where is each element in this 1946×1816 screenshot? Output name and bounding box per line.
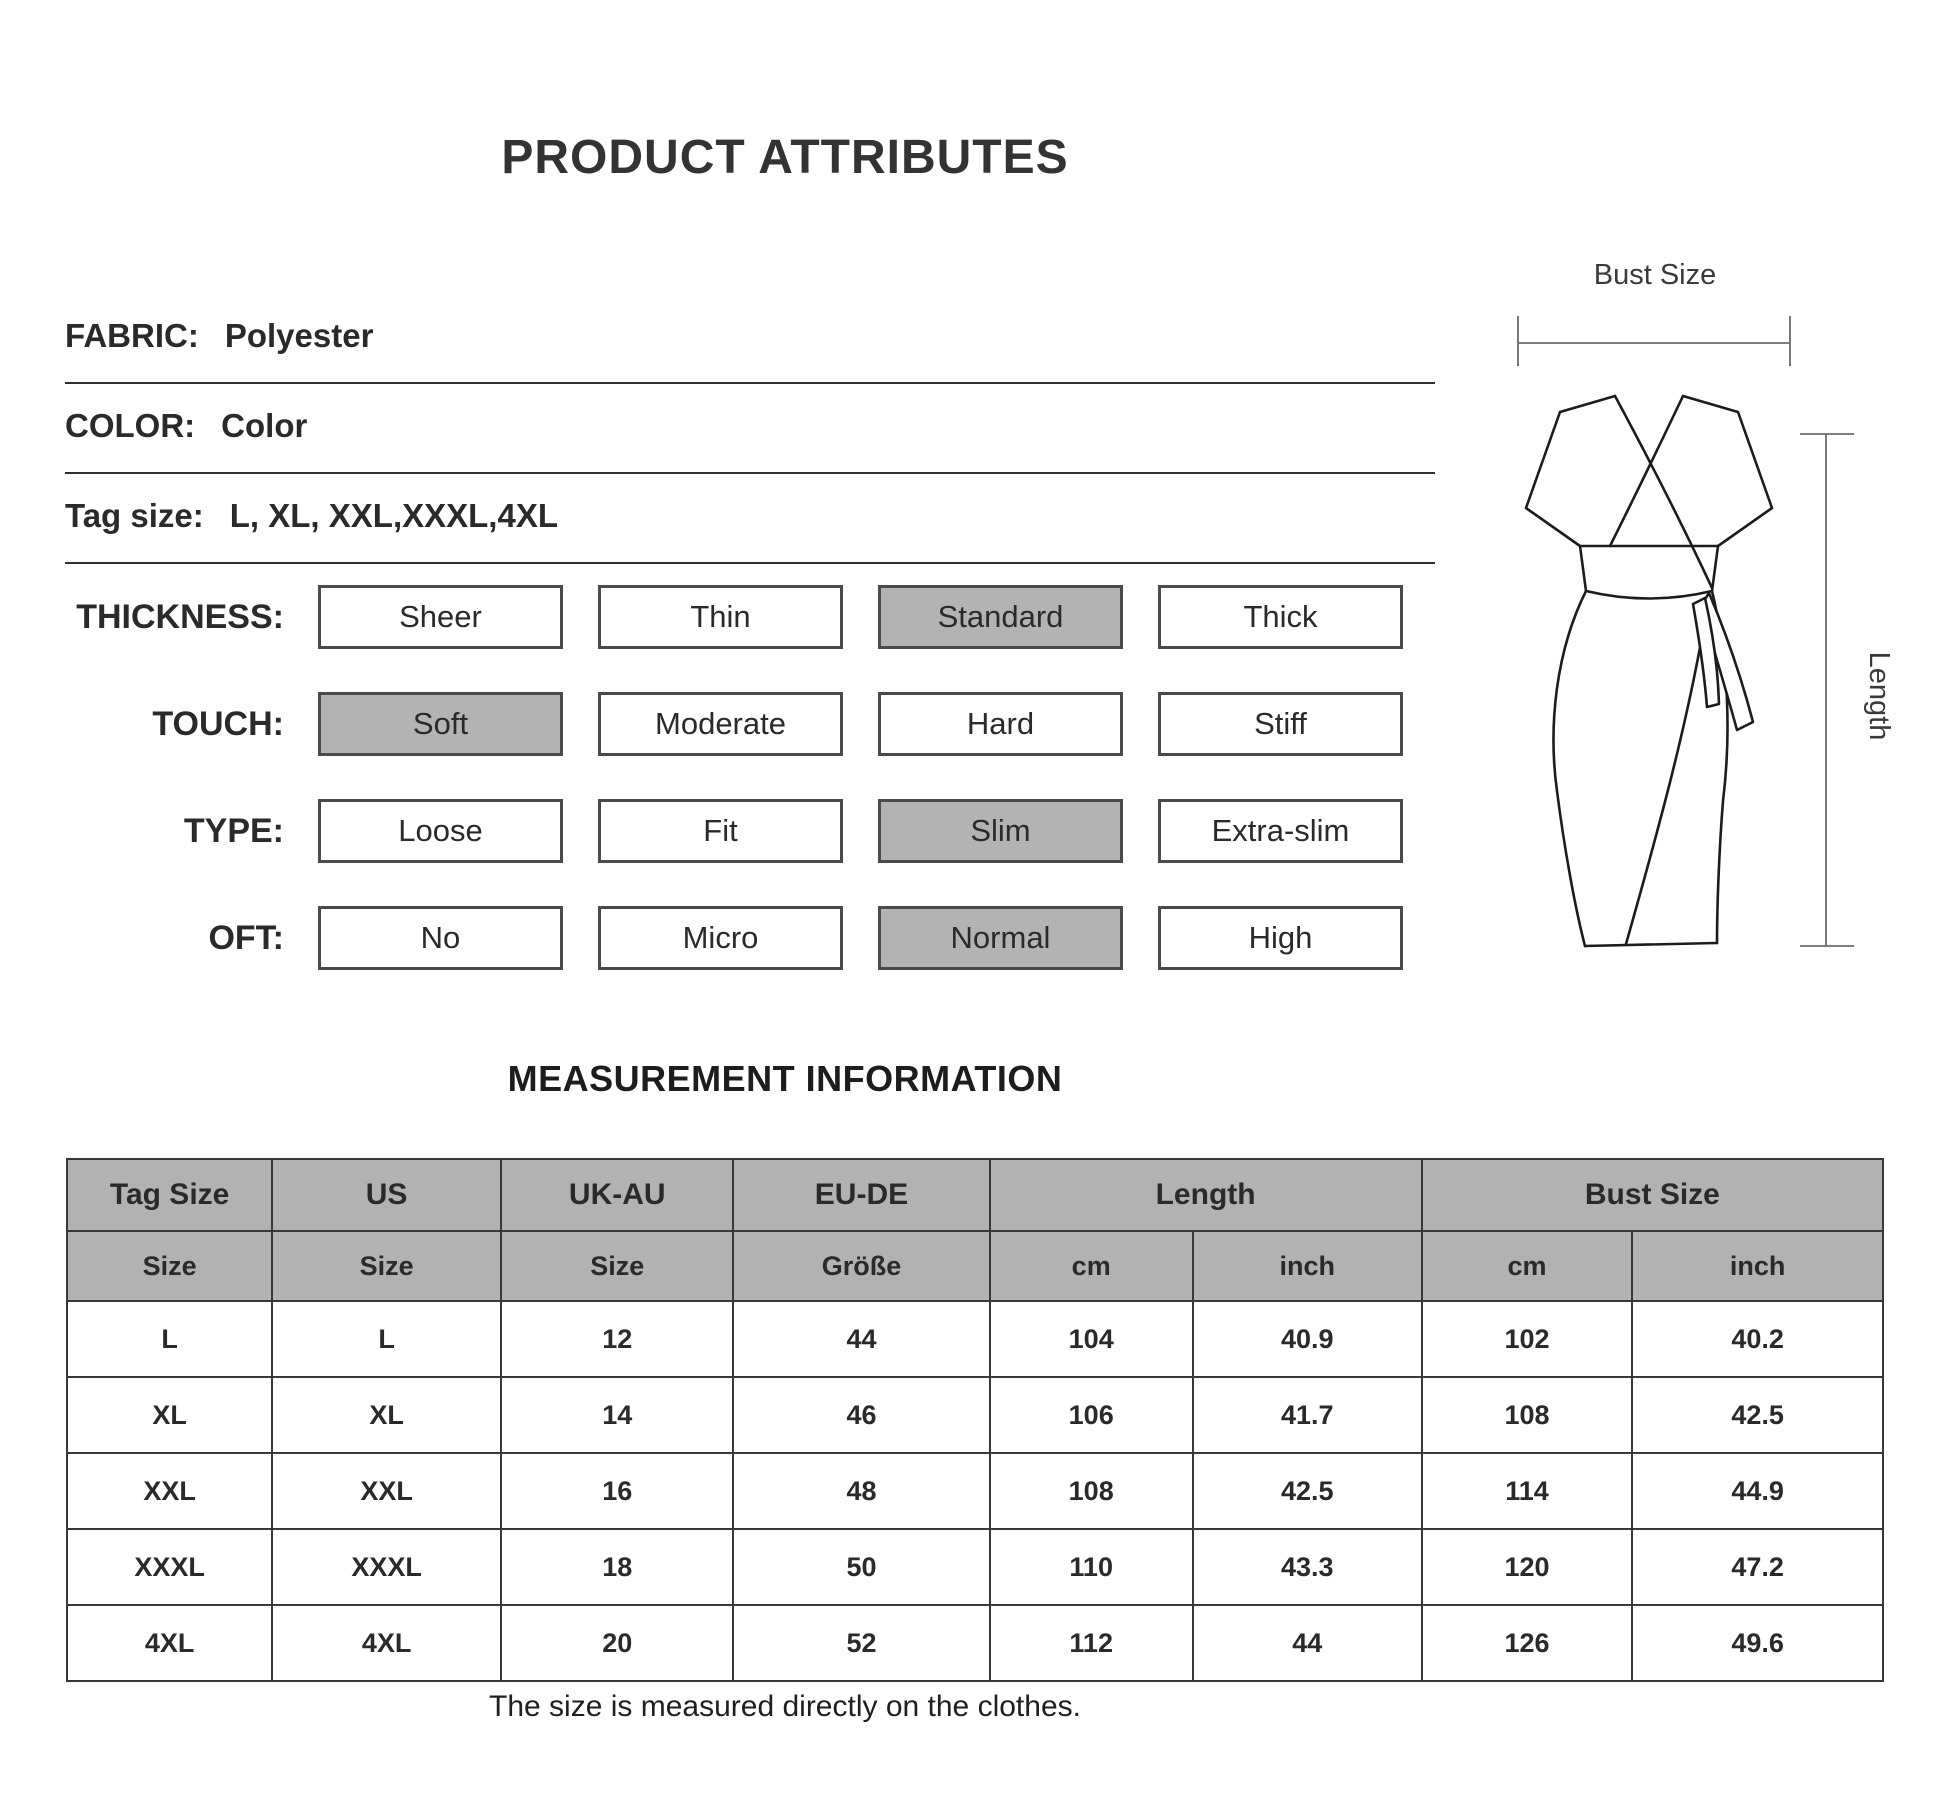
subheader-length-cm: cm <box>990 1231 1193 1301</box>
cell: 108 <box>1422 1377 1633 1453</box>
cell: 44 <box>1193 1605 1422 1681</box>
tagsize-value: L, XL, XXL,XXXL,4XL <box>229 497 558 534</box>
cell: 14 <box>501 1377 733 1453</box>
attribute-rows <box>0 584 1403 1012</box>
option-box-loose: Loose <box>318 799 563 863</box>
header-eu-de: EU-DE <box>733 1159 989 1231</box>
cell: XXL <box>272 1453 501 1529</box>
spec-row-fabric <box>65 294 1435 384</box>
cell: 43.3 <box>1193 1529 1422 1605</box>
header-length: Length <box>990 1159 1422 1231</box>
cell: 112 <box>990 1605 1193 1681</box>
option-box-fit: Fit <box>598 799 843 863</box>
cell: L <box>67 1301 272 1377</box>
header-uk-au: UK-AU <box>501 1159 733 1231</box>
size-table <box>66 1158 1884 1682</box>
option-box-soft: Soft <box>318 692 563 756</box>
subheader-bust-inch: inch <box>1632 1231 1883 1301</box>
cell: 40.9 <box>1193 1301 1422 1377</box>
table-row-xxl <box>67 1453 1883 1529</box>
cell: 47.2 <box>1632 1529 1883 1605</box>
cell: 20 <box>501 1605 733 1681</box>
table-row-4xl <box>67 1605 1883 1681</box>
type-label: TYPE: <box>183 811 284 850</box>
attr-row-thickness <box>0 584 1403 650</box>
attr-row-touch <box>0 691 1403 757</box>
table-row-l <box>67 1301 1883 1377</box>
subheader-bust-cm: cm <box>1422 1231 1633 1301</box>
header-tag-size: Tag Size <box>67 1159 272 1231</box>
subheader-size-1: Size <box>67 1231 272 1301</box>
cell: XL <box>272 1377 501 1453</box>
spec-row-tagsize <box>65 474 1435 564</box>
oft-label: OFT: <box>208 918 284 957</box>
cell: 12 <box>501 1301 733 1377</box>
oft-options <box>318 906 1403 970</box>
cell: 120 <box>1422 1529 1633 1605</box>
cell: 42.5 <box>1193 1453 1422 1529</box>
cell: 106 <box>990 1377 1193 1453</box>
cell: 126 <box>1422 1605 1633 1681</box>
cell: XXXL <box>67 1529 272 1605</box>
cell: 44 <box>733 1301 989 1377</box>
cell: 18 <box>501 1529 733 1605</box>
size-note: The size is measured directly on the clothes. <box>489 1690 1081 1723</box>
option-box-micro: Micro <box>598 906 843 970</box>
attr-row-type <box>0 798 1403 864</box>
table-row-xl <box>67 1377 1883 1453</box>
thickness-options <box>318 585 1403 649</box>
option-box-moderate: Moderate <box>598 692 843 756</box>
subheader-length-inch: inch <box>1193 1231 1422 1301</box>
cell: 104 <box>990 1301 1193 1377</box>
option-box-thin: Thin <box>598 585 843 649</box>
cell: 114 <box>1422 1453 1633 1529</box>
header-bust-size: Bust Size <box>1422 1159 1883 1231</box>
option-box-thick: Thick <box>1158 585 1403 649</box>
fabric-value: Polyester <box>224 317 374 354</box>
length-label: Length <box>1863 651 1895 741</box>
cell: 4XL <box>67 1605 272 1681</box>
table-header-group-row <box>67 1159 1883 1231</box>
cell: 16 <box>501 1453 733 1529</box>
cell: XXXL <box>272 1529 501 1605</box>
cell: 49.6 <box>1632 1605 1883 1681</box>
option-box-stiff: Stiff <box>1158 692 1403 756</box>
option-box-high: High <box>1158 906 1403 970</box>
thickness-label: THICKNESS: <box>76 597 284 636</box>
fabric-label: FABRIC: <box>65 317 199 354</box>
touch-label: TOUCH: <box>152 704 284 743</box>
page-title: PRODUCT ATTRIBUTES <box>501 131 1069 184</box>
bust-size-label: Bust Size <box>1593 259 1717 291</box>
dress-diagram <box>1458 246 1898 970</box>
option-box-standard: Standard <box>878 585 1123 649</box>
type-options <box>318 799 1403 863</box>
cell: 41.7 <box>1193 1377 1422 1453</box>
cell: 44.9 <box>1632 1453 1883 1529</box>
option-box-sheer: Sheer <box>318 585 563 649</box>
touch-options <box>318 692 1403 756</box>
color-label: COLOR: <box>65 407 196 444</box>
spec-list <box>65 294 1435 564</box>
cell: 48 <box>733 1453 989 1529</box>
subheader-size-3: Size <box>501 1231 733 1301</box>
table-row-xxxl <box>67 1529 1883 1605</box>
option-box-no: No <box>318 906 563 970</box>
tagsize-label: Tag size: <box>65 497 204 534</box>
attr-row-oft <box>0 905 1403 971</box>
dress-outline <box>1526 396 1772 946</box>
color-value: Color <box>221 407 308 444</box>
subheader-size-2: Size <box>272 1231 501 1301</box>
subheader-groesse: Größe <box>733 1231 989 1301</box>
header-us: US <box>272 1159 501 1231</box>
option-box-normal: Normal <box>878 906 1123 970</box>
cell: 4XL <box>272 1605 501 1681</box>
table-subheader-row <box>67 1231 1883 1301</box>
measurement-title: MEASUREMENT INFORMATION <box>507 1058 1063 1099</box>
cell: XXL <box>67 1453 272 1529</box>
cell: 42.5 <box>1632 1377 1883 1453</box>
option-box-slim: Slim <box>878 799 1123 863</box>
cell: 52 <box>733 1605 989 1681</box>
cell: 108 <box>990 1453 1193 1529</box>
cell: 50 <box>733 1529 989 1605</box>
bust-dimension-line <box>1518 316 1790 366</box>
cell: 110 <box>990 1529 1193 1605</box>
cell: L <box>272 1301 501 1377</box>
cell: 102 <box>1422 1301 1633 1377</box>
cell: XL <box>67 1377 272 1453</box>
length-dimension-line <box>1800 434 1854 946</box>
spec-row-color <box>65 384 1435 474</box>
cell: 40.2 <box>1632 1301 1883 1377</box>
option-box-extra-slim: Extra-slim <box>1158 799 1403 863</box>
cell: 46 <box>733 1377 989 1453</box>
option-box-hard: Hard <box>878 692 1123 756</box>
